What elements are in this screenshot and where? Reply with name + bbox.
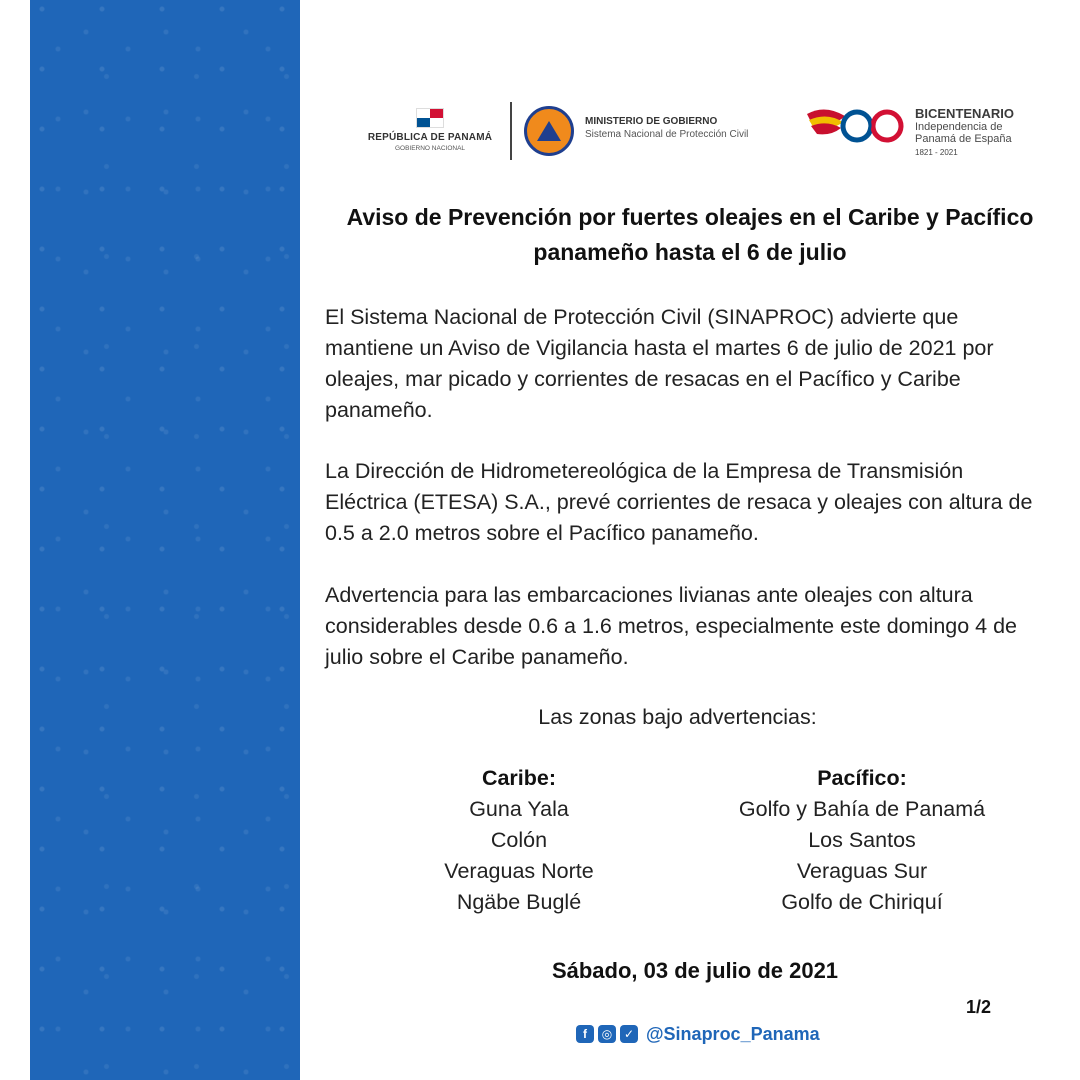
paragraph-advertencia: Advertencia para las embarcaciones livianas ante oleajes con altura considerables desde 0.6 a 1.6 metros, especialmente este domingo 4 de julio sobre el Caribe panameño. — [325, 583, 1018, 669]
pacifico-zones — [702, 763, 1022, 918]
bicentenario-flags-icon — [805, 104, 913, 148]
paragraph-etesa: La Dirección de Hidrometereológica de la Empresa de Transmisión Eléctrica (ETESA) S.A., prevé corrientes de resaca y oleajes con altura de 0.5 a 2.0 metros sobre el Pacífico panameño. — [325, 459, 1033, 545]
caribe-zones — [359, 763, 679, 918]
list-item: Guna Yala — [469, 797, 569, 821]
social-footer — [576, 1023, 820, 1045]
ministerio-label: MINISTERIO DE GOBIERNO — [585, 116, 718, 127]
ministerio-logo-text — [585, 116, 748, 140]
panama-flag-icon — [416, 108, 444, 128]
page-number: 1/2 — [966, 997, 992, 1017]
bicentenario-logo — [915, 106, 1014, 157]
list-item: Veraguas Sur — [796, 859, 928, 883]
paragraph-sinaproc: El Sistema Nacional de Protección Civil (SINAPROC) advierte que mantiene un Aviso de Vigilancia hasta el martes 6 de julio de 2021 por oleajes, mar picado y corrientes de resacas en el Pacífico y Caribe panameño. — [325, 305, 994, 422]
list-item: Veraguas Norte — [444, 859, 594, 883]
notice-title: Aviso de Prevención por fuertes oleajes en el Caribe y Pacífico panameño hasta el 6 de julio — [346, 204, 1034, 265]
list-item: Colón — [490, 828, 548, 852]
sinaproc-seal-icon — [524, 106, 574, 156]
republica-panama-logo — [360, 108, 500, 152]
facebook-icon[interactable]: f — [576, 1025, 594, 1043]
caribe-heading: Caribe: — [481, 766, 557, 790]
twitter-icon[interactable]: ✓ — [620, 1025, 638, 1043]
instagram-icon[interactable]: ◎ — [598, 1025, 616, 1043]
list-item: Los Santos — [808, 828, 916, 852]
bicentenario-line1: Independencia de — [915, 121, 1003, 133]
left-blue-panel — [30, 0, 300, 1080]
bicentenario-years: 1821 - 2021 — [915, 148, 958, 157]
header-logos — [360, 100, 1040, 164]
list-item: Golfo y Bahía de Panamá — [738, 797, 986, 821]
list-item: Golfo de Chiriquí — [781, 890, 943, 914]
pacifico-heading: Pacífico: — [817, 766, 907, 790]
social-handle[interactable]: @Sinaproc_Panama — [646, 1023, 820, 1044]
republica-label: REPÚBLICA DE PANAMÁ — [367, 132, 493, 143]
gobierno-label: GOBIERNO NACIONAL — [394, 145, 466, 152]
zones-intro: Las zonas bajo advertencias: — [538, 705, 817, 729]
bicentenario-line2: Panamá de España — [915, 133, 1012, 145]
notice-date: Sábado, 03 de julio de 2021 — [551, 958, 839, 983]
sistema-label: Sistema Nacional de Protección Civil — [585, 129, 749, 140]
logo-divider — [510, 102, 512, 160]
bicentenario-title: BICENTENARIO — [915, 106, 1014, 121]
list-item: Ngäbe Buglé — [456, 890, 582, 914]
